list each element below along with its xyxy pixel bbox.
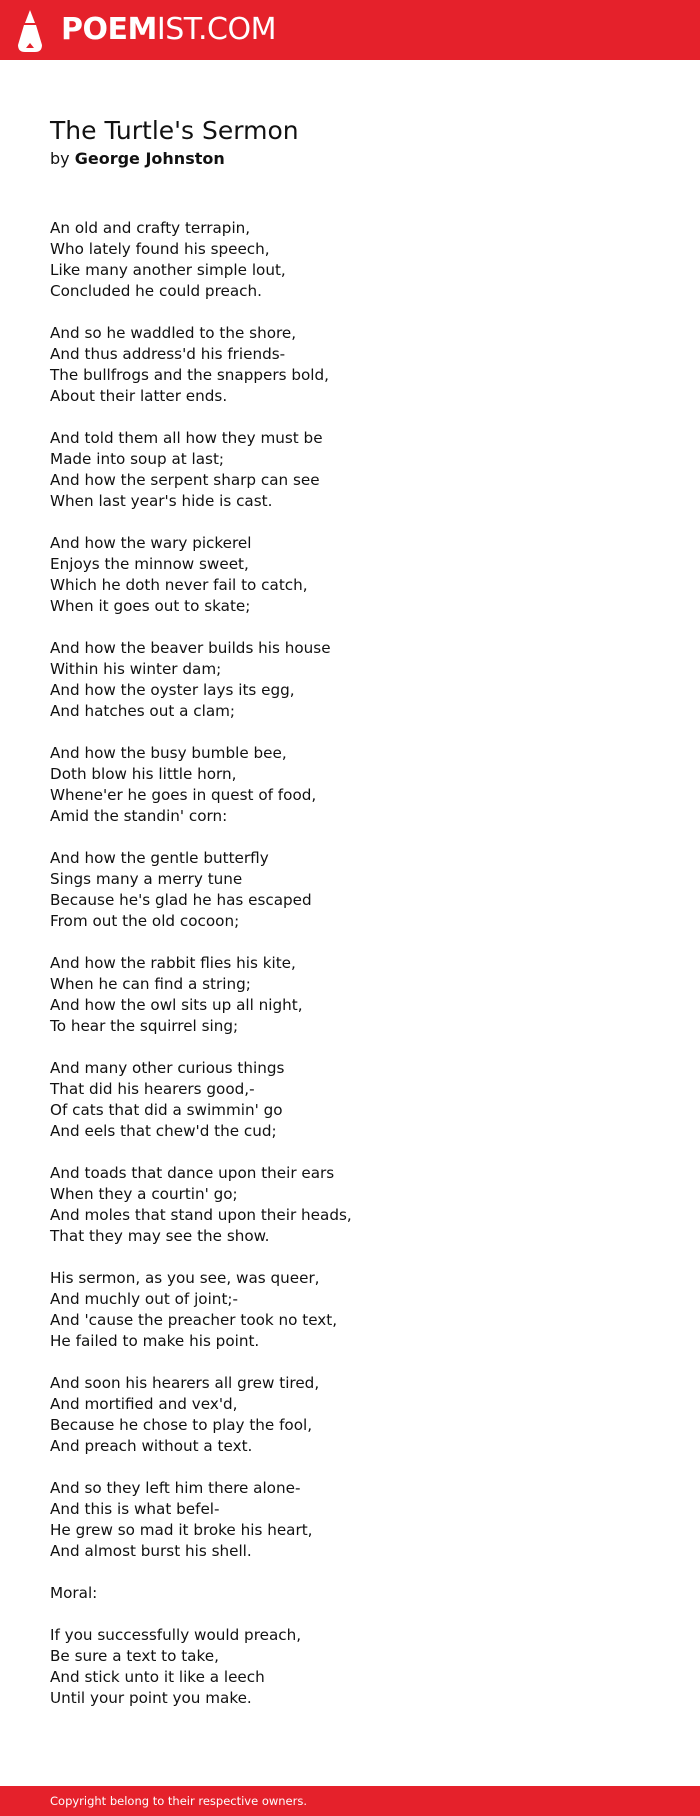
author-name: George Johnston	[74, 149, 225, 168]
poem-line: When he can find a string;	[50, 975, 251, 993]
poem-line: To hear the squirrel sing;	[50, 1017, 239, 1035]
poem-line: His sermon, as you see, was queer,	[50, 1269, 320, 1287]
poem-stanza	[50, 1478, 352, 1562]
poem-line: Doth blow his little horn,	[50, 765, 237, 783]
by-label: by	[50, 149, 70, 168]
poem-title: The Turtle's Sermon	[50, 116, 299, 145]
poem-stanza	[50, 1373, 352, 1457]
copyright-text: Copyright belong to their respective owners.	[50, 1794, 308, 1808]
poem-line: That did his hearers good,-	[50, 1080, 255, 1098]
poem-body	[50, 218, 352, 1730]
poem-line: From out the old cocoon;	[50, 912, 240, 930]
poem-line: And how the oyster lays its egg,	[50, 681, 295, 699]
poem-line: And preach without a text.	[50, 1437, 253, 1455]
poem-line: And muchly out of joint;-	[50, 1290, 238, 1308]
poem-line: The bullfrogs and the snappers bold,	[50, 366, 329, 384]
poem-line: And soon his hearers all grew tired,	[50, 1374, 320, 1392]
poem-line: And how the beaver builds his house	[50, 639, 331, 657]
poem-line: Whene'er he goes in quest of food,	[50, 786, 317, 804]
poem-line: And eels that chew'd the cud;	[50, 1122, 277, 1140]
poem-line: When they a courtin' go;	[50, 1185, 238, 1203]
poem-line: Of cats that did a swimmin' go	[50, 1101, 283, 1119]
poem-stanza	[50, 1268, 352, 1352]
poem-line: And how the busy bumble bee,	[50, 744, 287, 762]
poem-stanza	[50, 323, 352, 407]
poem-line: And how the serpent sharp can see	[50, 471, 320, 489]
poem-line: He failed to make his point.	[50, 1332, 260, 1350]
poem-line: And so he waddled to the shore,	[50, 324, 297, 342]
poem-line: Amid the standin' corn:	[50, 807, 228, 825]
poem-stanza	[50, 638, 352, 722]
poem-stanza	[50, 848, 352, 932]
poem-line: An old and crafty terrapin,	[50, 219, 251, 237]
poem-line: Sings many a merry tune	[50, 870, 243, 888]
poem-line: And toads that dance upon their ears	[50, 1164, 335, 1182]
poem-line: And moles that stand upon their heads,	[50, 1206, 352, 1224]
poem-line: Who lately found his speech,	[50, 240, 270, 258]
poem-line: And how the gentle butterfly	[50, 849, 269, 867]
poem-line: Until your point you make.	[50, 1689, 252, 1707]
poem-stanza	[50, 743, 352, 827]
poem-stanza	[50, 428, 352, 512]
poem-line: When it goes out to skate;	[50, 597, 251, 615]
poem-line: And hatches out a clam;	[50, 702, 236, 720]
poem-stanza	[50, 953, 352, 1037]
poem-line: About their latter ends.	[50, 387, 228, 405]
poem-line: Made into soup at last;	[50, 450, 225, 468]
byline	[50, 148, 225, 170]
poem-line: And how the owl sits up all night,	[50, 996, 303, 1014]
poem-stanza	[50, 533, 352, 617]
poem-line: Enjoys the minnow sweet,	[50, 555, 249, 573]
poem-line: Because he chose to play the fool,	[50, 1416, 313, 1434]
poem-line: When last year's hide is cast.	[50, 492, 273, 510]
site-header	[0, 0, 700, 60]
poem-line: And thus address'd his friends-	[50, 345, 286, 363]
poem-line: Be sure a text to take,	[50, 1647, 219, 1665]
poem-line: And so they left him there alone-	[50, 1479, 301, 1497]
poem-line: And almost burst his shell.	[50, 1542, 252, 1560]
poem-line: And this is what befel-	[50, 1500, 220, 1518]
poem-line: And 'cause the preacher took no text,	[50, 1311, 338, 1329]
poem-line: Like many another simple lout,	[50, 261, 286, 279]
poem-stanza	[50, 1058, 352, 1142]
site-logo[interactable]	[61, 12, 276, 48]
poem-stanza	[50, 1163, 352, 1247]
poem-line: Concluded he could preach.	[50, 282, 262, 300]
poem-line: And stick unto it like a leech	[50, 1668, 265, 1686]
poem-line: Within his winter dam;	[50, 660, 222, 678]
logo-light-text: IST.COM	[156, 12, 276, 47]
site-footer	[0, 1786, 700, 1816]
poem-line: If you successfully would preach,	[50, 1626, 302, 1644]
poem-stanza	[50, 218, 352, 302]
poem-line: Moral:	[50, 1584, 98, 1602]
poem-line: And told them all how they must be	[50, 429, 323, 447]
poem-stanza	[50, 1583, 352, 1604]
poem-line: And mortified and vex'd,	[50, 1395, 238, 1413]
poem-line: And how the rabbit flies his kite,	[50, 954, 296, 972]
poem-line: And many other curious things	[50, 1059, 285, 1077]
poem-line: And how the wary pickerel	[50, 534, 252, 552]
poem-line: Because he's glad he has escaped	[50, 891, 312, 909]
poem-line: Which he doth never fail to catch,	[50, 576, 308, 594]
poem-line: He grew so mad it broke his heart,	[50, 1521, 313, 1539]
pencil-tip-icon	[17, 9, 43, 53]
poem-stanza	[50, 1625, 352, 1709]
logo-bold-text: POEM	[61, 12, 157, 47]
poem-line: That they may see the show.	[50, 1227, 270, 1245]
